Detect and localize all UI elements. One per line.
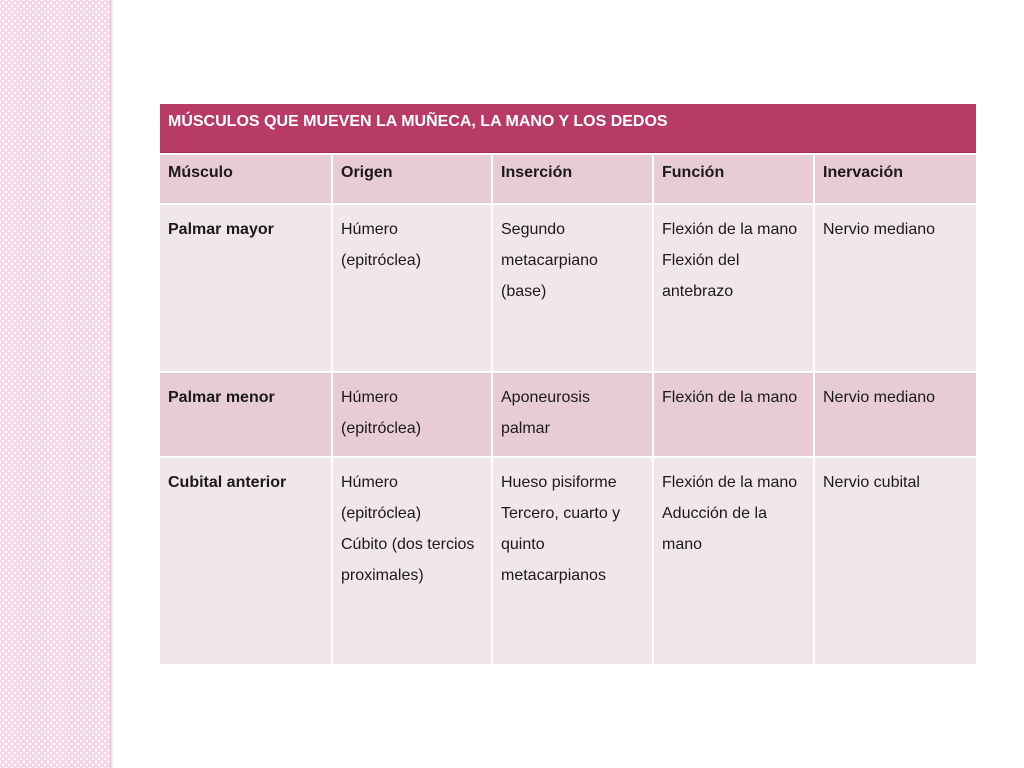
function-line: Flexión de la mano [662, 389, 798, 406]
insertion-line: palmar [501, 420, 550, 437]
header-origen: Origen [333, 155, 493, 205]
header-inervacion: Inervación [815, 155, 976, 205]
header-funcion: Función [654, 155, 815, 205]
origin-line: Cúbito (dos tercios [341, 536, 475, 553]
table-title: MÚSCULOS QUE MUEVEN LA MUÑECA, LA MANO Y LOS DEDOS [160, 104, 976, 155]
origin-line: Húmero [341, 389, 398, 406]
table-row [160, 373, 976, 458]
cell-origin [333, 458, 493, 666]
table-header-row [160, 155, 976, 205]
cell-function [654, 458, 815, 666]
origin-line: proximales) [341, 567, 424, 584]
insertion-line: metacarpianos [501, 567, 606, 584]
header-musculo: Músculo [160, 155, 333, 205]
cell-origin [333, 373, 493, 458]
cell-innervation: Nervio mediano [815, 373, 976, 458]
cell-function [654, 373, 815, 458]
insertion-line: Aponeurosis [501, 389, 590, 406]
header-insercion: Inserción [493, 155, 654, 205]
insertion-line: Segundo [501, 221, 566, 238]
table-row [160, 458, 976, 666]
cell-muscle: Cubital anterior [160, 458, 333, 666]
function-line: Flexión del [662, 252, 740, 269]
muscles-table-container [160, 104, 976, 666]
table-title-row [160, 104, 976, 155]
origin-line: (epitróclea) [341, 420, 422, 437]
origin-line: Húmero [341, 221, 398, 238]
table-row [160, 205, 976, 373]
cell-function [654, 205, 815, 373]
cell-insertion [493, 205, 654, 373]
origin-line: Húmero [341, 474, 398, 491]
function-line: Flexión de la mano [662, 474, 798, 491]
cell-muscle: Palmar menor [160, 373, 333, 458]
function-line: Flexión de la mano [662, 221, 798, 238]
insertion-line: quinto [501, 536, 545, 553]
muscles-table [160, 104, 976, 666]
origin-line: (epitróclea) [341, 252, 422, 269]
cell-insertion [493, 373, 654, 458]
function-line: Aducción de la [662, 505, 767, 522]
cell-innervation: Nervio cubital [815, 458, 976, 666]
cell-innervation: Nervio mediano [815, 205, 976, 373]
insertion-line: metacarpiano [501, 252, 598, 269]
function-line: antebrazo [662, 283, 734, 300]
insertion-line: (base) [501, 283, 547, 300]
origin-line: (epitróclea) [341, 505, 422, 522]
cell-muscle: Palmar mayor [160, 205, 333, 373]
function-line: mano [662, 536, 703, 553]
cell-insertion [493, 458, 654, 666]
decorative-side-strip [0, 0, 112, 768]
insertion-line: Hueso pisiforme [501, 474, 617, 491]
insertion-line: Tercero, cuarto y [501, 505, 621, 522]
cell-origin [333, 205, 493, 373]
